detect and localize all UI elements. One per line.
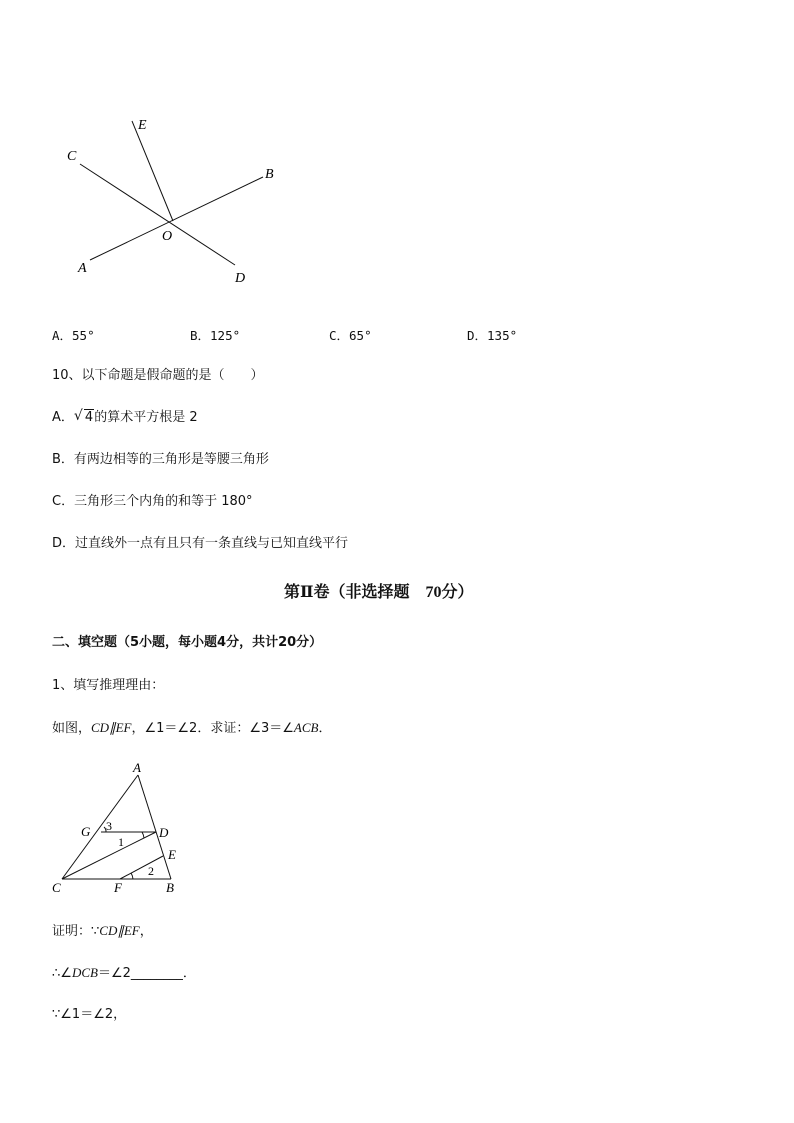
q1-intro: 如图，CD∥EF，∠1＝∠2．求证：∠3＝∠ACB．	[52, 720, 332, 736]
proof-line-3: ∵∠1＝∠2，	[52, 1007, 127, 1022]
label-e: E	[138, 118, 147, 133]
line-cd	[80, 164, 235, 265]
q10-option-a: A． √ 4的算术平方根是 2	[52, 408, 198, 425]
section2-title: 二、填空题（5小题，每小题4分，共计20分）	[52, 635, 323, 650]
label-c: C	[67, 149, 77, 164]
label-f: F	[114, 880, 122, 895]
q9-option-a: A．55°	[52, 328, 95, 343]
segment-cd	[62, 832, 156, 879]
proof-line-1: 证明：∵CD∥EF，	[52, 923, 153, 939]
label-g: G	[81, 824, 91, 839]
part2-title: 第Ⅱ卷（非选择题 70分）	[284, 584, 474, 601]
q10-option-b: B．有两边相等的三角形是等腰三角形	[52, 452, 269, 467]
angle-arc-1	[142, 832, 144, 838]
q9-option-d: D．135°	[467, 328, 518, 343]
label-d: D	[159, 825, 169, 840]
ray-oe	[132, 121, 173, 221]
label-d: D	[235, 271, 246, 286]
label-b: B	[166, 880, 174, 895]
angle-label-3: 3	[106, 819, 112, 833]
sqrt-symbol: √ 4	[73, 408, 94, 425]
label-o: O	[162, 229, 173, 244]
angle-figure	[60, 110, 300, 295]
label-c: C	[52, 880, 61, 895]
q10-option-d: D．过直线外一点有且只有一条直线与已知直线平行	[52, 536, 349, 551]
side-ca	[62, 775, 138, 879]
q9-option-b: B．125°	[190, 328, 241, 343]
segment-fe	[120, 856, 163, 879]
line-ab	[90, 177, 263, 260]
q9-option-c: C．65°	[329, 328, 372, 343]
q10-option-c: C．三角形三个内角的和等于 180°	[52, 494, 253, 509]
label-a: A	[133, 760, 141, 775]
q10-question: 10、以下命题是假命题的是（ ）	[52, 368, 264, 383]
angle-label-2: 2	[148, 864, 154, 878]
angle-label-1: 1	[118, 835, 124, 849]
label-e: E	[168, 847, 176, 862]
q1-title: 1、填写推理理由：	[52, 678, 165, 693]
angle-arc-2	[131, 873, 133, 879]
label-b: B	[265, 167, 274, 182]
label-a: A	[78, 261, 87, 276]
triangle-figure	[48, 758, 188, 898]
proof-line-2: ∴∠DCB＝∠2________．	[52, 965, 196, 981]
